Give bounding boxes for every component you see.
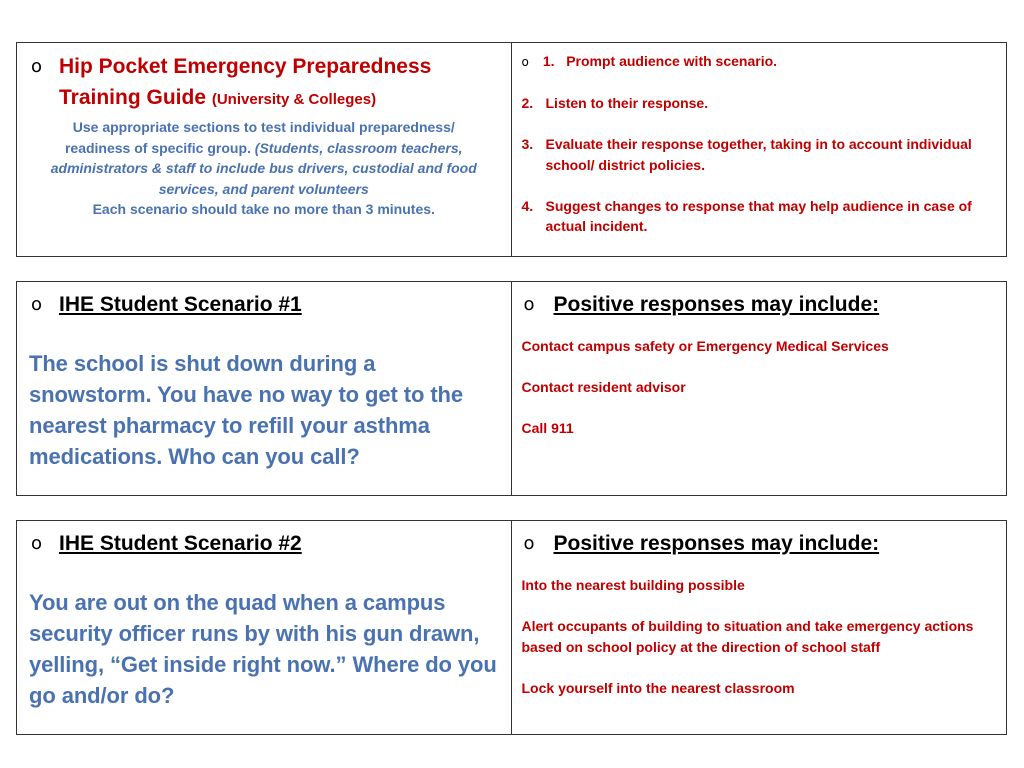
step-text: Listen to their response.: [545, 95, 709, 111]
guide-title-line2: Training Guide: [59, 86, 207, 109]
scenario-heading: [29, 529, 499, 559]
guide-body-line4: services, and parent volunteers: [158, 180, 369, 197]
guide-body-line2: [29, 138, 499, 159]
bullet-icon: o: [31, 294, 43, 315]
responses-heading-text: Positive responses may include:: [553, 293, 880, 316]
response-item: Lock yourself into the nearest classroom: [521, 679, 795, 696]
step-text: Evaluate their response together, taking in to account individual school/ district policies.: [545, 136, 972, 173]
guide-instructions: [29, 117, 499, 220]
step-num: 3.: [521, 136, 534, 152]
steps-list: [522, 51, 995, 237]
step-num: 4.: [521, 197, 534, 214]
bullet-icon: o: [523, 294, 535, 315]
step-text: Suggest changes to response that may help audience in case of actual incident.: [545, 197, 972, 234]
guide-body-line2-prefix: readiness of specific group.: [64, 139, 251, 156]
responses-heading: [522, 290, 995, 320]
bullet-icon: o: [521, 55, 529, 69]
response-item: Into the nearest building possible: [521, 577, 745, 593]
scenario-heading-text: IHE Student Scenario #1: [59, 293, 302, 316]
response-item: Contact resident advisor: [521, 379, 686, 395]
step-item: [522, 93, 995, 114]
step-item: [522, 134, 995, 175]
guide-title-tag: (University & Colleges): [211, 91, 377, 108]
guide-body-line3: administrators & staff to include bus drivers, custodial and food: [50, 160, 477, 176]
step-item: [522, 196, 995, 237]
scenario-cell: [17, 282, 512, 495]
scenario-text: You are out on the quad when a campus security officer runs by with his gun drawn, yelling, “Get inside right now.” Where do you go and/or do?: [29, 590, 497, 708]
scenario-card-1: [16, 281, 1007, 496]
scenario-cell: [17, 521, 512, 734]
response-item: Alert occupants of building to situation and take emergency actions based on school policy at the direction of school staff: [521, 618, 974, 655]
scenario-text: The school is shut down during a snowstorm. You have no way to get to the nearest pharmacy to refill your asthma medications. Who can you call?: [29, 351, 464, 469]
responses-cell: [512, 282, 1007, 495]
guide-body-line2-italic: (Students, classroom teachers,: [254, 139, 463, 156]
guide-body-line1: Use appropriate sections to test individual preparedness/: [72, 119, 455, 135]
guide-body-line5: Each scenario should take no more than 3 minutes.: [92, 201, 435, 217]
responses-cell: [512, 521, 1007, 734]
response-item: Call 911: [521, 420, 574, 436]
step-num: 1.: [542, 53, 555, 69]
bullet-icon: o: [523, 533, 535, 554]
guide-title: [29, 51, 499, 115]
response-item: Contact campus safety or Emergency Medical Services: [521, 338, 889, 354]
intro-guide-cell: [17, 43, 512, 256]
scenario-heading-text: IHE Student Scenario #2: [59, 532, 302, 555]
step-item: [522, 51, 995, 73]
responses-heading: [522, 529, 995, 559]
bullet-icon: o: [31, 533, 43, 554]
bullet-icon: o: [31, 56, 43, 77]
guide-title-line1: Hip Pocket Emergency Preparedness: [59, 55, 432, 78]
responses-list: [522, 575, 995, 698]
intro-card: [16, 42, 1007, 257]
responses-list: [522, 336, 995, 439]
scenario-card-2: [16, 520, 1007, 735]
intro-steps-cell: [512, 43, 1007, 256]
step-num: 2.: [521, 95, 534, 111]
responses-heading-text: Positive responses may include:: [553, 532, 880, 555]
step-text: Prompt audience with scenario.: [566, 53, 778, 69]
scenario-heading: [29, 290, 499, 320]
